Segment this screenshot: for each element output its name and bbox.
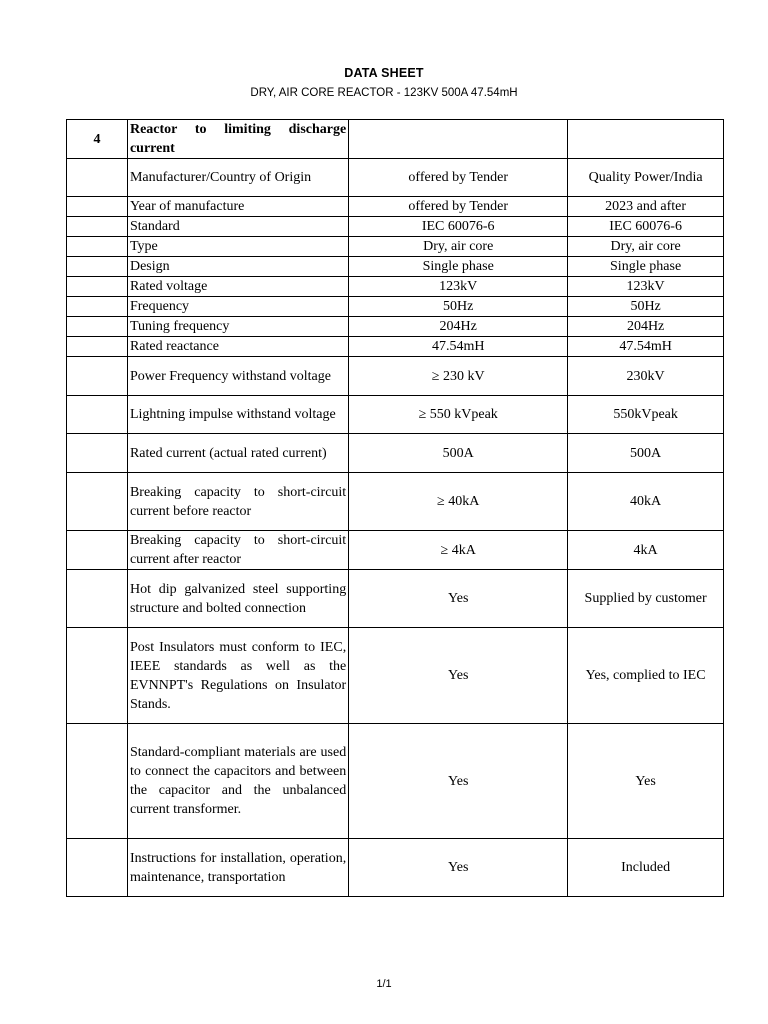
required-cell: offered by Tender	[349, 159, 568, 197]
required-cell: Yes	[349, 839, 568, 897]
item-cell: Breaking capacity to short-circuit current before reactor	[127, 473, 348, 531]
empty-cell	[67, 396, 128, 434]
table-row	[67, 357, 724, 396]
offered-cell: Included	[568, 839, 724, 897]
offered-cell: 40kA	[568, 473, 724, 531]
required-cell: offered by Tender	[349, 197, 568, 217]
item-cell: Power Frequency withstand voltage	[127, 357, 348, 396]
empty-cell	[67, 337, 128, 357]
empty-cell	[67, 357, 128, 396]
table-row	[67, 197, 724, 217]
item-cell: Hot dip galvanized steel supporting structure and bolted connection	[127, 570, 348, 628]
table-row	[67, 277, 724, 297]
empty-cell	[67, 724, 128, 839]
table-row	[67, 217, 724, 237]
offered-cell: 50Hz	[568, 297, 724, 317]
offered-cell: IEC 60076-6	[568, 217, 724, 237]
offered-cell: 123kV	[568, 277, 724, 297]
empty-cell	[67, 317, 128, 337]
empty-cell	[67, 570, 128, 628]
item-cell: Tuning frequency	[127, 317, 348, 337]
table-row	[67, 159, 724, 197]
offered-cell: 500A	[568, 434, 724, 473]
required-cell: 500A	[349, 434, 568, 473]
table-row	[67, 237, 724, 257]
table-row	[67, 434, 724, 473]
required-cell: Dry, air core	[349, 237, 568, 257]
document-subtitle: DRY, AIR CORE REACTOR - 123KV 500A 47.54mH	[250, 87, 518, 99]
section-title: Reactor to limiting discharge current	[127, 120, 348, 159]
offered-cell: 204Hz	[568, 317, 724, 337]
required-cell: Yes	[349, 724, 568, 839]
required-cell: ≥ 40kA	[349, 473, 568, 531]
required-cell: 204Hz	[349, 317, 568, 337]
table-row-section	[67, 120, 724, 159]
offered-cell: Quality Power/India	[568, 159, 724, 197]
required-cell: IEC 60076-6	[349, 217, 568, 237]
required-cell: ≥ 230 kV	[349, 357, 568, 396]
empty-cell	[67, 197, 128, 217]
item-cell: Rated reactance	[127, 337, 348, 357]
required-cell: ≥ 550 kVpeak	[349, 396, 568, 434]
empty-cell	[67, 217, 128, 237]
table-row	[67, 839, 724, 897]
table-row	[67, 317, 724, 337]
item-cell: Design	[127, 257, 348, 277]
table-row	[67, 570, 724, 628]
table-row	[67, 396, 724, 434]
item-cell: Standard-compliant materials are used to connect the capacitors and between the capacitor and the unbalanced current transformer.	[127, 724, 348, 839]
empty-cell	[67, 628, 128, 724]
item-cell: Post Insulators must conform to IEC, IEEE standards as well as the EVNNPT's Regulations on Insulator Stands.	[127, 628, 348, 724]
table-row	[67, 531, 724, 570]
offered-cell: Yes	[568, 724, 724, 839]
empty-cell	[568, 120, 724, 159]
offered-cell: 4kA	[568, 531, 724, 570]
empty-cell	[67, 473, 128, 531]
offered-cell: Single phase	[568, 257, 724, 277]
required-cell: Single phase	[349, 257, 568, 277]
item-cell: Manufacturer/Country of Origin	[127, 159, 348, 197]
offered-cell: Dry, air core	[568, 237, 724, 257]
empty-cell	[67, 257, 128, 277]
item-cell: Breaking capacity to short-circuit current after reactor	[127, 531, 348, 570]
table-row	[67, 724, 724, 839]
item-cell: Instructions for installation, operation, maintenance, transportation	[127, 839, 348, 897]
offered-cell: 230kV	[568, 357, 724, 396]
item-cell: Frequency	[127, 297, 348, 317]
offered-cell: 550kVpeak	[568, 396, 724, 434]
offered-cell: Yes, complied to IEC	[568, 628, 724, 724]
item-cell: Lightning impulse withstand voltage	[127, 396, 348, 434]
item-cell: Year of manufacture	[127, 197, 348, 217]
empty-cell	[67, 531, 128, 570]
required-cell: 123kV	[349, 277, 568, 297]
empty-cell	[67, 434, 128, 473]
table-row	[67, 337, 724, 357]
page-number: 1/1	[376, 978, 392, 990]
offered-cell: Supplied by customer	[568, 570, 724, 628]
table-row	[67, 473, 724, 531]
empty-cell	[67, 297, 128, 317]
table-row	[67, 628, 724, 724]
empty-cell	[67, 277, 128, 297]
section-number: 4	[67, 120, 128, 159]
data-sheet-table	[66, 119, 724, 897]
table-row	[67, 257, 724, 277]
empty-cell	[67, 159, 128, 197]
empty-cell	[67, 839, 128, 897]
required-cell: Yes	[349, 570, 568, 628]
item-cell: Type	[127, 237, 348, 257]
item-cell: Rated current (actual rated current)	[127, 434, 348, 473]
empty-cell	[67, 237, 128, 257]
offered-cell: 2023 and after	[568, 197, 724, 217]
item-cell: Rated voltage	[127, 277, 348, 297]
required-cell: 50Hz	[349, 297, 568, 317]
required-cell: ≥ 4kA	[349, 531, 568, 570]
offered-cell: 47.54mH	[568, 337, 724, 357]
required-cell: 47.54mH	[349, 337, 568, 357]
table-row	[67, 297, 724, 317]
required-cell: Yes	[349, 628, 568, 724]
empty-cell	[349, 120, 568, 159]
item-cell: Standard	[127, 217, 348, 237]
document-title: DATA SHEET	[344, 66, 424, 80]
